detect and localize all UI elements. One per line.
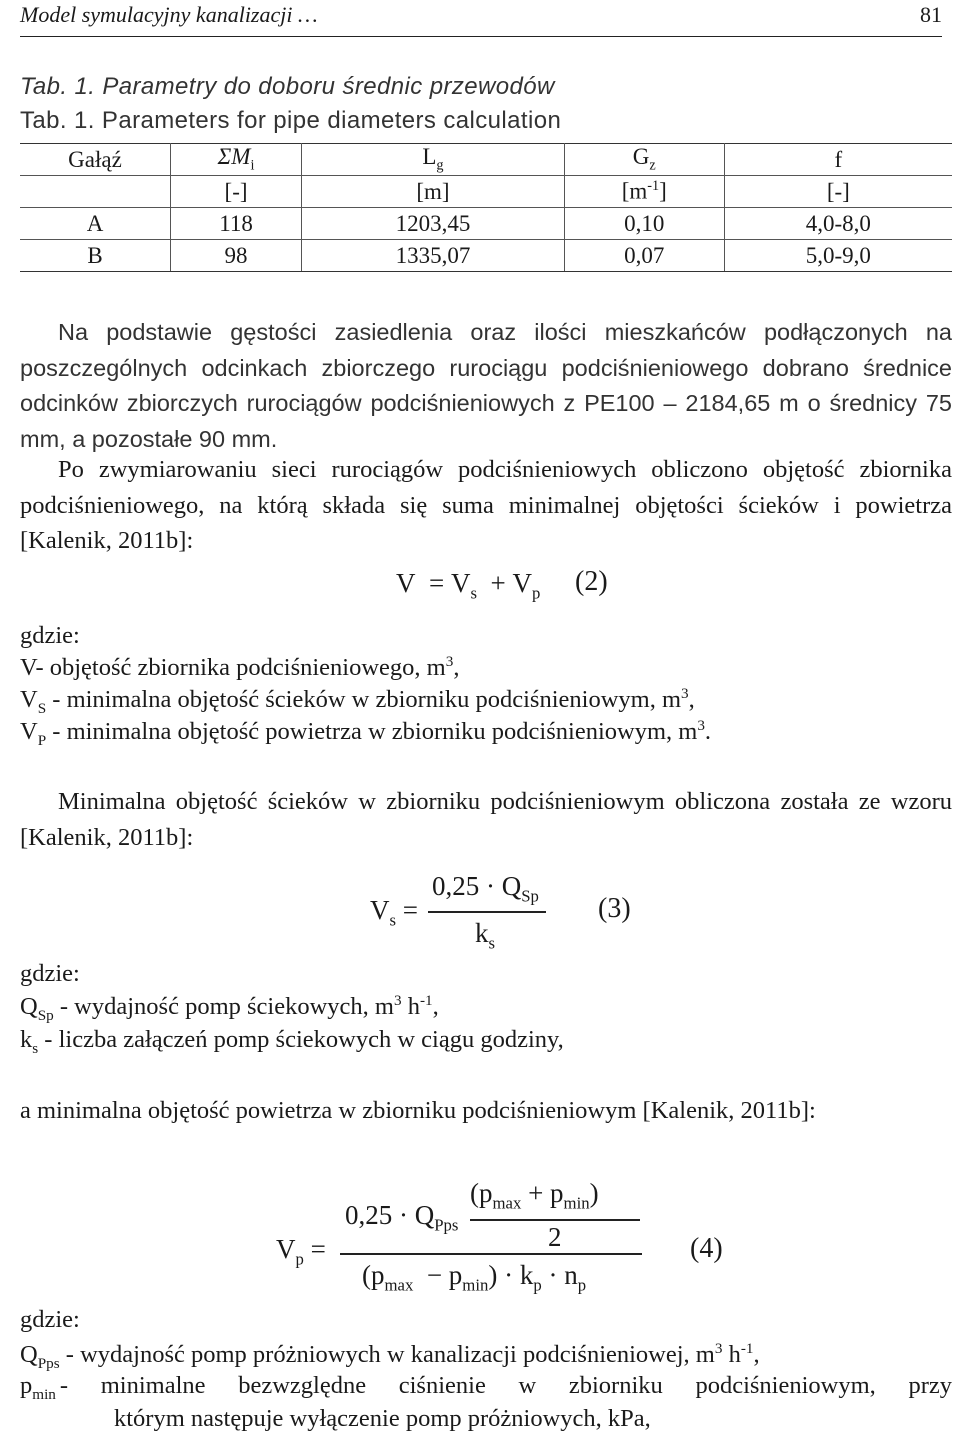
equation-4-inner-fraction-bar bbox=[470, 1219, 640, 1221]
table-caption-pl: Tab. 1. Parametry do doboru średnic przewodów bbox=[20, 73, 555, 100]
parameters-table bbox=[20, 143, 952, 272]
cell-f: 5,0-9,0 bbox=[724, 240, 952, 272]
cell-sum-m: 118 bbox=[171, 208, 302, 240]
equation-3-fraction-bar bbox=[428, 911, 546, 913]
cell-gz: 0,10 bbox=[564, 208, 724, 240]
unit-cell-gz: $[m^{-1}]$ bbox=[564, 176, 724, 208]
header-cell-lg: $L_g$ bbox=[302, 144, 565, 176]
cell-sum-m: 98 bbox=[171, 240, 302, 272]
definition-pmin: $p_{min}$ - minimalne bezwzględne ciśnienie w zbiorniku podciśnieniowym, przy bbox=[20, 1372, 952, 1403]
definition-vs: $V_S$ - minimalna objętość ścieków w zbiorniku podciśnieniowym, $m^3$, bbox=[20, 685, 695, 718]
equation-4-inner-denominator: 2 bbox=[548, 1222, 562, 1252]
equation-3-lhs: $V_s$ = bbox=[370, 895, 418, 930]
unit-cell-lg: [m] bbox=[302, 176, 565, 208]
paragraph-sewage-volume: Minimalna objętość ścieków w zbiorniku podciśnieniowym obliczona została ze wzoru [Kalenik, 2011b]: bbox=[20, 788, 952, 851]
definition-pmin-continued: którym następuje wyłączenie pomp próżniowych, kPa, bbox=[114, 1405, 651, 1432]
header-cell-f: f bbox=[724, 144, 952, 176]
definition-qpps: $Q_{Pps}$ - wydajność pomp próżniowych w kanalizacji podciśnieniowej, $m^3$ $h^{-1}$, bbox=[20, 1340, 760, 1373]
equation-4-numerator-left: $0,25 \cdot Q_{Pps}$ bbox=[345, 1200, 459, 1235]
paragraph-air-volume: a minimalna objętość powietrza w zbiorniku podciśnieniowym [Kalenik, 2011b]: bbox=[20, 1097, 816, 1124]
paragraph-pipe-diameters: Na podstawie gęstości zasiedlenia oraz ilości mieszkańców podłączonych na poszczególnych odcinkach zbiorczego rurociągu podciśnieniowego dobrano średnice odcinków zbiorczych rurociągów podciśnieniowych z PE100 – 2184,65 m o średnicy 75 mm, a pozostałe 90 mm. bbox=[20, 319, 952, 452]
equation-3-denominator: $k_s$ bbox=[475, 918, 496, 953]
cell-lg: 1335,07 bbox=[302, 240, 565, 272]
table-row bbox=[20, 208, 952, 240]
page-number: 81 bbox=[920, 2, 942, 27]
equation-3-number: (3) bbox=[598, 893, 631, 924]
equation-2-number: (2) bbox=[575, 566, 608, 597]
equation-4-inner-numerator: $(p_{max} + p_{min})$ bbox=[470, 1178, 599, 1213]
unit-cell-branch bbox=[20, 176, 171, 208]
header-cell-gz: $G_z$ bbox=[564, 144, 724, 176]
equation-4-denominator: $(p_{max} - p_{min}) \cdot k_p \cdot n_p$ bbox=[362, 1260, 587, 1295]
header-cell-branch: Gałąź bbox=[20, 144, 171, 176]
table-caption-en: Tab. 1. Parameters for pipe diameters calculation bbox=[20, 107, 562, 134]
equation-4-fraction-bar bbox=[340, 1253, 642, 1255]
where-label: gdzie: bbox=[20, 622, 80, 649]
equation-2: $V = V_s + V_p$ bbox=[396, 568, 541, 603]
definition-vp: $V_P$ - minimalna objętość powietrza w zbiorniku podciśnieniowym, $m^3$. bbox=[20, 717, 712, 750]
running-header bbox=[20, 0, 942, 37]
running-title: Model symulacyjny kanalizacji … bbox=[20, 2, 318, 27]
header-cell-sum-m: $\Sigma M_i$ bbox=[171, 144, 302, 176]
cell-branch: B bbox=[20, 240, 171, 272]
where-label: gdzie: bbox=[20, 960, 80, 987]
definition-qsp: $Q_{Sp}$ - wydajność pomp ściekowych, $m^3$ $h^{-1}$, bbox=[20, 992, 439, 1025]
cell-lg: 1203,45 bbox=[302, 208, 565, 240]
unit-cell-sum-m: [-] bbox=[171, 176, 302, 208]
unit-cell-f: [-] bbox=[724, 176, 952, 208]
table-header-row bbox=[20, 144, 952, 176]
definition-v: V- objętość zbiornika podciśnieniowego, $m^3$, bbox=[20, 653, 460, 682]
cell-branch: A bbox=[20, 208, 171, 240]
where-label: gdzie: bbox=[20, 1306, 80, 1333]
paragraph-tank-volume: Po zwymiarowaniu sieci rurociągów podciśnieniowych obliczono objętość zbiornika podciśnieniowego, na którą składa się suma minimalnej objętości ścieków i powietrza [Kalenik, 2011b]: bbox=[20, 456, 952, 554]
equation-4-number: (4) bbox=[690, 1233, 723, 1264]
definition-ks: $k_s$ - liczba załączeń pomp ściekowych w ciągu godziny, bbox=[20, 1026, 564, 1057]
table-row bbox=[20, 240, 952, 272]
cell-f: 4,0-8,0 bbox=[724, 208, 952, 240]
equation-4-lhs: $V_p$ = bbox=[276, 1234, 326, 1269]
equation-3-numerator: $0,25 \cdot Q_{Sp}$ bbox=[432, 871, 539, 906]
table-unit-row bbox=[20, 176, 952, 208]
cell-gz: 0,07 bbox=[564, 240, 724, 272]
